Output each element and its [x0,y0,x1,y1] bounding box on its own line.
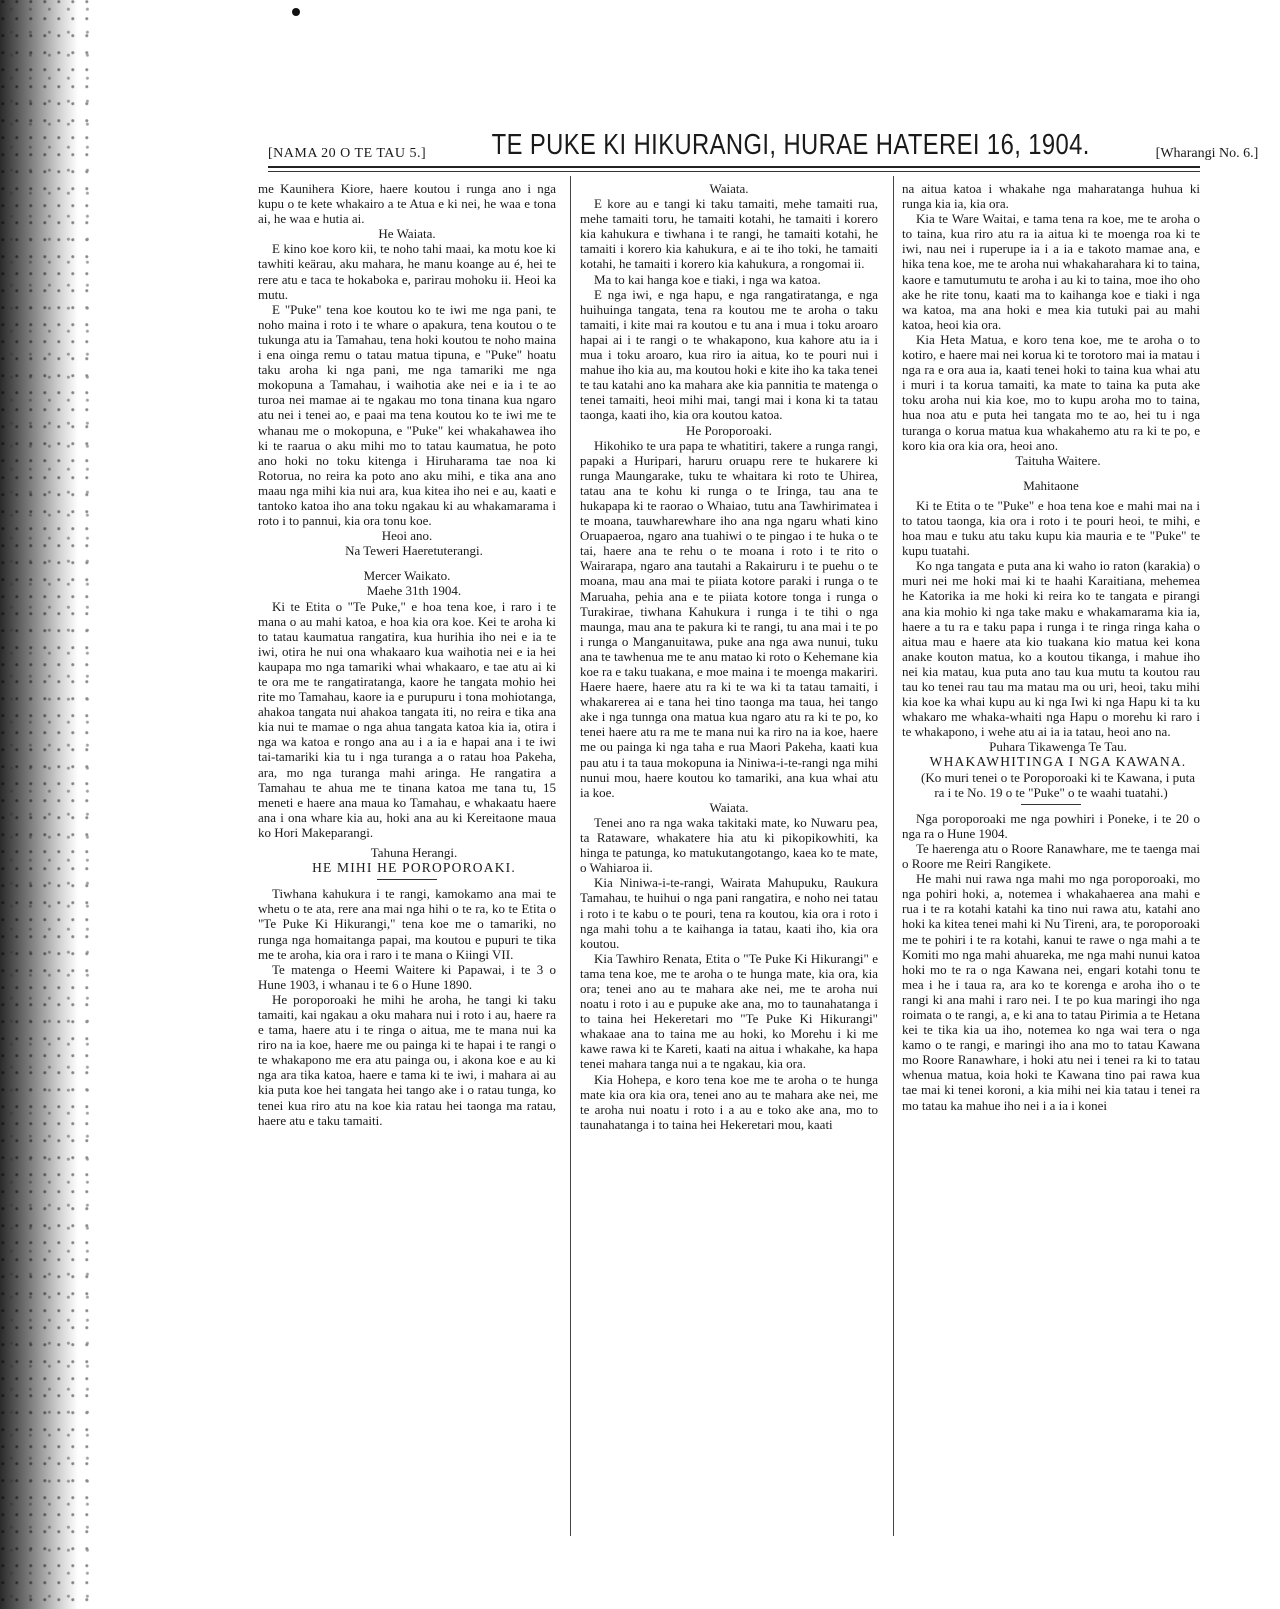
signature: Heoi ano. [381,528,433,544]
heading-rule [377,879,437,880]
paragraph: Ko nga tangata e puta ana ki waho io raton (karakia) o muri nei me hoki mai ki te haahi Karaitiana, mehemea he Katorika ia me hoki ki reira ko te tangata e pirangi ana kia mohio ki nga take maku e whakamarama kia ia, haere a tu ra e taku papa i runga i te ringa ringa kaha o aitua mau e haere ata kio tuakana kio matua kei kona anake kouton matua, ko a koutou tikanga, i mahue iho nei kia matau, kua puta ano tau kua mutu ta koutou rau tau ko tenei rau tau ma matau ma ou uri, heoi, taku mihi kia koe ka whai kupu au ki nga Iwi ki nga Hapu ki ta ku whakaro me whaka-whaiti nga Hapu o morehu ki raro i te whakapono, i wehe atu ai ia ia tatau, heoi ano na. [902,558,1200,740]
column-divider [570,176,571,1536]
signature: Puhara Tikawenga Te Tau. [989,739,1127,755]
paragraph: E "Puke" tena koe koutou ko te iwi me nga pani, te noho maina i roto i te whare o apakura, tena koutou o te tukunga atu ia Tamahau, tena hoki koutou te noho maina i ena oinga remu o tatau matua tipuna, e "Puke" hoatu taku aroha ki nga pani, me nga tamariki me nga mokopuna a Tamahau, i waihotia ake nei e ia i te ao turoa nei mamae ai te ngakau mo tona tinana kua ngaro atu nei i tenei ao, e paai ma tena koutou ko te iwi me te whanau me o mokopuna, e "Puke" kei whakahawea iho ki te raarua o aku mihi mo to tatau kaumatua, he poto ano hoki no toku kitenga i Hiruharama tae noa ki Rotorua, no reira ka poto ano aku mihi, e tika ana ano maau nga mihi kia nui ara, kua kitea iho nei e au, kaati e tantoko katoa iho ana toku ngakau ki au whakamarama i roto i to pannui, kia ora tonu koe. [258,301,556,529]
column-1 [258,181,556,1128]
page-number: [Wharangi No. 6.] [1155,146,1259,161]
section-heading: HE MIHI HE POROPOROAKI. [312,860,516,876]
header-rule-thin [268,171,1200,172]
masthead-title: TE PUKE KI HIKURANGI, HURAE HATEREI 16, 1904. [491,129,1091,161]
dateline-place: Mercer Waikato. [363,568,451,584]
song-title: He Waiata. [378,226,436,242]
subheading: He Poroporoaki. [686,422,772,438]
section-title: Mahitaone [1023,477,1079,493]
scan-noise [0,0,90,1609]
paragraph: E kore au e tangi ki taku tamaiti, mehe tamaiti rua, mehe tamaiti toru, he tamaiti kotahi, he tamaiti i korero kia kahukura e tiwhana i te rangi, he tamaiti kotahi, he tamaiti i korero kia kahukura, e ai te iho toki, he tamaiti kotahi, he tamaiti i korero kia kahukura, a rongomai ii. [580,196,878,272]
paragraph: Nga poroporoaki me nga powhiri i Poneke, i te 20 o nga ra o Hune 1904. [902,810,1200,841]
paragraph: He poroporoaki he mihi he aroha, he tangi ki taku tamaiti, kai ngakau a oku mahara nui i roto i au, haere ra e tama, haere atu i te ringa o aitua, me te mana nui ka riro na ia koe, haere me ou painga ki te hapai i te rangi o te whakapono me era atu painga ou, i akona koe e au ki nga ara tika katoa, haere e tama ki te iwi, i mahara ai au kia puta koe hei tangata hei tango ake i o ratau tunga, ko tenei kua riro atu na koe kia ratau hei taonga ma ratau, haere atu e taku tamaiti. [258,991,556,1128]
paragraph: Ma to kai hanga koe e tiaki, i nga wa katoa. [594,271,821,287]
paragraph: na aitua katoa i whakahe nga maharatanga huhua ki runga kia ia, kia ora. [902,181,1200,212]
paragraph: Ki te Etita o te "Puke" e hoa tena koe e mahi mai na i to tatou taonga, kia ora i roto i te pouri heoi, te mihi, e hoa mau e tuku atu taku kupu kia mauria e te "Puke" te kupu tuatahi. [902,497,1200,559]
section-heading: WHAKAWHITINGA I NGA KAWANA. [929,754,1187,770]
paragraph: Kia te Ware Waitai, e tama tena ra koe, me te aroha o to taina, kua riro atu ra ia aitua ki te moenga roa ki te iwi, nau nei i ruperupe ia i a ia e takoto mamae ana, e hika tena koe, me te aroha nui whakaharahara ki to taina, kaore e tamutumutu te aroha i au ki to taina, moe iho oho ake he rite tonu, kaati ma to kaihanga koe e tiaki i nga wa katoa, ma ana hoki e mea kia tutuki pai au mahi katoa, heoi kia ora. [902,211,1200,332]
column-2 [580,181,878,1132]
column-divider [893,176,894,1536]
paragraph: Te haerenga atu o Roore Ranawhare, me te taenga mai o Roore me Reiri Rangikete. [902,840,1200,872]
paragraph: Kia Heta Matua, e koro tena koe, me te aroha o to kotiro, e haere mai nei korua ki te torotoro mai ia matau i nga ra e ora aua ia, kaati tenei hoki to taina kua whai atu i muri i ta korua tamaiti, ka mate to taina ka puta ake toku aroha nui kia koe, mo to kupu aroha mo to taina, hua noa atu e puta hei tangata mo te ao, hei tu i nga turanga o korua matua kua whakahemo atu ra ki te po, e koro kia ora kia ora, heoi ano. [902,331,1200,453]
heading-rule [1021,804,1081,805]
paragraph: E kino koe koro kii, te noho tahi maai, ka motu koe ki tawhiti keärau, aku mahara, he manu koange au é, hei te rere atu e taca te hokaboka e, parirau mohoku ii. Heoi ka mutu. [258,241,556,302]
paragraph: Te matenga o Heemi Waitere ki Papawai, i te 3 o Hune 1903, i whanau i te 6 o Hune 1890. [258,961,556,992]
paragraph: Kia Niniwa-i-te-rangi, Wairata Mahupuku, Raukura Tamahau, te huihui o nga pani rangatira, e noho nei tatau i roto i te kabu o te pouri, tena ra koutou, kia ora i roto i nga mahi tohu a te kaihanga ia tatau, kaati iho, kia ora koutou. [580,875,878,951]
paragraph: Hikohiko te ura papa te whatitiri, takere a runga rangi, papaki a Huripari, haruru oruapu rere te hukarere ki runga Maungarake, tuku te whaitara ki roto te Uhirea, tatau ana te kohu ki runga o te Iringa, tau ana te hukapapa ki te raorao o Whaiao, tutu ana Tawhirimatea i te moana, tauwharewhare iho ana nga ngaru whati kino Oruapaeroa, ngaro ana tuahiwi o te pingao i te huka o te tai, haere ana te rehu o te moana i roto i te rito o Wairarapa, ngaro ana tautahi a Rakairuru i te puehu o te moana, mau ana mai te piiata kotore paraki i runga o te Maruaha, pehia ana e te piiata kotore tonga i runga o Turakirae, tiwhana Kahukura i runga i te tihi o nga maunga, mau ana te pakura ki te rangi, tu ana mai i te po i runga o Manganuitawa, puke ana nga awa nunui, tuku ana te tawhenua me te anu matao ki roto o Kehemane kia koe ra e taku tuakana, e moe maina i te moenga makariri. Haere haere, haere atu ra ki te wa ki ta tatau tamaiti, i whakarerea ai e tana hei tino taonga ma taua, hei tango ake i nga tunnga ona matua kua ngaro atu ra ki te po, ko tenei haere atu ra me te mana nui ka riro na ia koe, haere me ou painga ki nga taha e rua Maori Pakeha, kaati kua pau atu i ta taua mokopuna ia Niniwa-i-te-rangi nga mihi nunui mou, haere koutou ko tamariki, ana kua whai atu ia koe. [580,437,878,800]
paragraph: me Kaunihera Kiore, haere koutou i runga ano i nga kupu o te kete whakairo a te Atua e ki nei, he waa e tona ai, he waa e hutia ai. [258,181,556,227]
issue-number: [NAMA 20 O TE TAU 5.] [268,146,427,161]
dateline-date: Maehe 31th 1904. [366,583,462,599]
signature: Na Teweri Haeretuterangi. [345,543,483,559]
paragraph: He mahi nui rawa nga mahi mo nga poroporoaki, mo nga pohiri hoki, a, notemea i whakahaerea ana mahi e rua i te ra kotahi katahi ka tino nui rawa atu, katahi ano hoki ka kitea tenei mahi ki Nu Tireni, ara, te poroporoaki me te pohiri i te ra kotahi, kanui te rawe o nga mahi a te Komiti mo nga mahi ahuareka, me nga mahi nunui katoa hoki mo te ra o nga Kawana nei, engari kotahi tonu te mea i he i taua ra, ara ko te korenga e aroha iho o te rangi ki ana mahi i raro nei. I te po kua maringi iho nga roimata o te rangi, a, e ki ana to tatau Pirimia a te Hetana kei te tika kia ua iho, notemea ko nga wai tera o nga kamo o te rangi, e maringi iho ana mo to tatau Kawana mo Roore Ranawhare, i hoki atu nei i tenei ra ki to tatau whenua matua, koia hoki te Kawana tino pai rawa kua tae mai ki tenei koroni, a kia mihi nei kia tatau i tenei ra mo tatau ka mahue iho nei i a ia i konei [902,871,1200,1113]
column-3 [902,181,1200,1113]
scan-speck [292,8,300,16]
paragraph: Kia Tawhiro Renata, Etita o "Te Puke Ki Hikurangi" e tama tena koe, me te aroha o te hunga mate, kia ora, kia ora; tenei ano au te mahara ake nei, me te aroha nui noatu i roto i au e pupuke ake ana, mo to taunahatanga i to taina hei Hekeretari mo "Te Puke Ki Hikurangi" whakaae ana to taina me au hoki, ko Morehu i ki me kawe rawa ki te Kareti, kaati na aitua i whakahe, ka hapa tenei mahara tanga nui a te ngakau, kia ora. [580,950,878,1072]
page-header [268,129,1259,162]
signature: Taituha Waitere. [1015,452,1101,468]
paragraph: Tiwhana kahukura i te rangi, kamokamo ana mai te whetu o te ata, rere ana mai nga hihi o te ra, ko te Etita o "Te Puke Ki Hikurangi," tena koe me o tamariki, no runga nga homaitanga papai, ma koutou e pupuri te tika me te aroha, kia ora i raro i te mana o Kiingi VII. [258,886,556,962]
signature: Tahuna Herangi. [370,845,458,861]
song-title: Waiata. [709,181,749,196]
paragraph: Tenei ano ra nga waka takitaki mate, ko Nuwaru pea, ta Rataware, whakatere hia atu ki pikopikowhiti, ka hinga te patunga, ko matukutangotango, kaea ko te mate, o Wahiaroa ii. [580,814,878,876]
subheading-note: (Ko muri tenei o te Poroporoaki ki te Kawana, i puta ra i te No. 19 o te "Puke" o te waahi tuatahi.) [920,769,1195,800]
header-rule [268,166,1200,168]
paragraph: E nga iwi, e nga hapu, e nga rangatiratanga, e nga huihuinga tangata, tena ra koutou me te aroha o taku tamaiti, i kite mai ra koutou e tu ana i mua i toku aroaro hapai ai i te rangi o te whakapono, kua kahore atu ia i mua i toku aroaro, kua riro ia aitua, ko te pouri nui i mahue iho kia au, ma koutou hoki e kite iho ka taka tenei te tau katahi ano ka mahara ake kia pannitia te matenga o tenei tamaiti, heoi mihi mai, tangi mai i kona ki ta tatau taonga, kaati iho, kia ora koutou katoa. [580,286,878,423]
paragraph: Ki te Etita o "Te Puke," e hoa tena koe, i raro i te mana o au mahi katoa, e hoa kia ora koe. Kei te aroha ki to tatau kaumatua rangatira, kua hurihia iho nei e ia te iwi, otira he nui ona whakaaro kua waihotia nei e ia hei kaupapa mo nga tamariki whai whakaaro, e tae atu ai ki te ora me te rangatiratanga, kaore he tangata mohio hei rite mo Tamahau, kaore ia e purupuru i tona mohiotanga, ahakoa tangata nui ahakoa tangata iti, no reira e tika ana kia nui te mamae o nga ahua tangata katoa kia ia, otira i nga wa katoa e rongo ana au i a ia e hapai ana i te iwi tai-tamariki kia tu i nga turanga a o ratau hoa Pakeha, ara, mo nga turanga mahi aringa. He rangatira a Tamahau te ahua me te tinana katoa me tana tu, 15 meneti e haere ana maua ko Tamahau, e whakaatu haere ana i ona whare kia au, hoki ana au ki Kereitaone maua ko Hori Makeparangi. [258,598,556,840]
song-title: Waiata. [709,799,749,815]
paragraph: Kia Hohepa, e koro tena koe me te aroha o te hunga mate kia ora kia ora, tenei ano au te mahara ake nei, me te aroha nui noatu i roto i a au e toko ake ana, mo to taunahatanga i to taina hei Hekeretari mou, kaati [580,1071,878,1132]
